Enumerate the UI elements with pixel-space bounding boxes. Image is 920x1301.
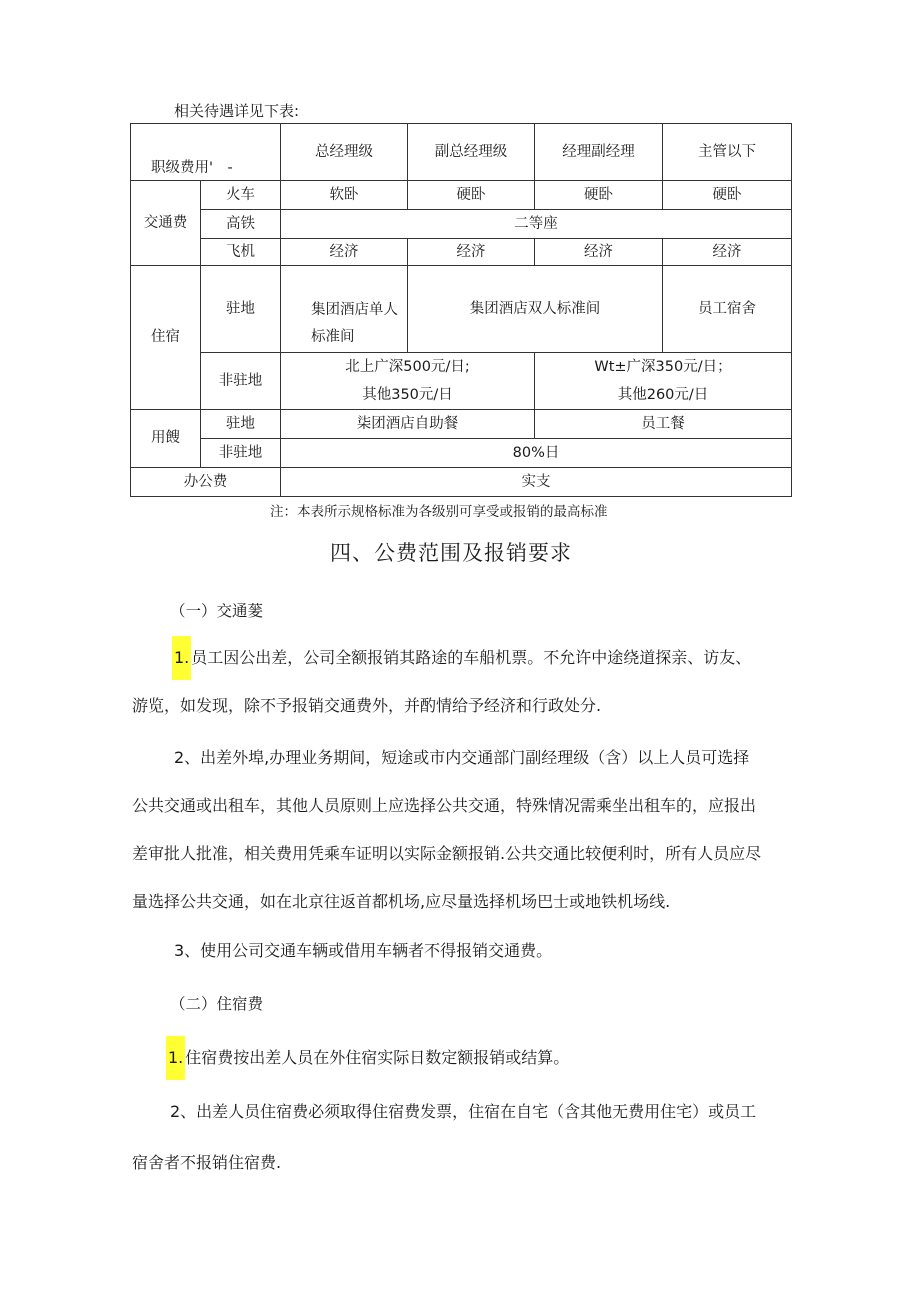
office-row	[131, 468, 792, 497]
lodging-away-row	[131, 353, 792, 410]
plane-staff: 经济	[663, 239, 792, 266]
lodging-base-gm: 集团酒店单人标准间	[281, 266, 408, 353]
plane-manager: 经济	[535, 239, 663, 266]
corner-cell: 职级费用' -	[131, 124, 281, 181]
lodging-base-mid: 集团酒店双人标准间	[408, 266, 663, 353]
hsr-row	[131, 210, 792, 239]
hsr-label: 高铁	[201, 210, 281, 239]
para-1-line-1	[172, 634, 751, 682]
lodging-base-label: 驻地	[201, 266, 281, 353]
lodging-base-staff: 员工宿舍	[663, 266, 792, 353]
office-label: 办公费	[131, 468, 281, 497]
meals-base-junior: 员工餐	[535, 410, 792, 439]
para-2-line-4: 量选择公共交通，如在北京往返首都机场,应尽量选择机场巴士或地铁机场线.	[132, 892, 671, 911]
para-2-line-3: 差审批人批准，相关费用凭乘车证明以实际金额报销.公共交通比较便利时，所有人员应尽	[132, 844, 762, 863]
table-note: 注：本表所示规格标准为各级别可享受或报销的最高标准	[270, 504, 608, 520]
plane-gm: 经济	[281, 239, 408, 266]
meals-away-row	[131, 439, 792, 468]
level-manager: 经理副经理	[535, 124, 663, 181]
train-row	[131, 181, 792, 210]
plane-deputy-gm: 经济	[408, 239, 535, 266]
para-3: 3、使用公司交通车辆或借用车辆者不得报销交通费。	[174, 941, 553, 960]
para-1-text: 员工因公出差，公司全额报销其路途的车船机票。不允许中途绕道探亲、访友、	[191, 648, 752, 667]
lodging-para-1-text: 住宿费按出差人员在外住宿实际日数定额报销或结算。	[185, 1048, 570, 1067]
para-1-line-2: 游览，如发现，除不予报销交通费外，并酌情给予经济和行政处分.	[132, 696, 602, 715]
train-gm: 软卧	[281, 181, 408, 210]
level-deputy-gm: 副总经理级	[408, 124, 535, 181]
level-staff: 主管以下	[663, 124, 792, 181]
meals-away-label: 非驻地	[201, 439, 281, 468]
lodging-para-2-line-1: 2、出差人员住宿费必须取得住宿费发票，住宿在自宅（含其他无费用住宅）或员工	[170, 1102, 757, 1121]
section-title: 四、公费范围及报销要求	[330, 541, 572, 565]
meals-away-value: 80%日	[281, 439, 792, 468]
office-value: 实支	[281, 468, 792, 497]
hsr-value: 二等座	[281, 210, 792, 239]
lodging-away-senior-line1: 北上广深500元/日;	[345, 359, 470, 375]
lodging-away-senior	[281, 353, 535, 410]
plane-row	[131, 239, 792, 266]
lodging-away-senior-line2: 其他350元/日	[362, 387, 453, 403]
lodging-para-2-line-2: 宿舍者不报销住宿费.	[132, 1153, 282, 1172]
subsection-lodging: （二）住宿费	[170, 995, 264, 1013]
meals-base-senior: 柒团酒店自助餐	[281, 410, 535, 439]
lodging-para-1	[166, 1034, 569, 1082]
para-2-line-1: 2、出差外埠,办理业务期间，短途或市内交通部门副经理级（含）以上人员可选择	[174, 748, 750, 767]
transport-category: 交通费	[131, 181, 201, 266]
train-deputy-gm: 硬卧	[408, 181, 535, 210]
lodging-away-junior-line2: 其他260元/日	[617, 387, 709, 403]
lodging-away-junior	[535, 353, 792, 410]
lodging-away-label: 非驻地	[201, 353, 281, 410]
meals-base-row	[131, 410, 792, 439]
lodging-para-1-number: 1.	[166, 1036, 185, 1080]
train-manager: 硬卧	[535, 181, 663, 210]
train-staff: 硬卧	[663, 181, 792, 210]
table-header-row	[131, 124, 792, 181]
meals-base-label: 驻地	[201, 410, 281, 439]
train-label: 火车	[201, 181, 281, 210]
subsection-transport: （一）交通蓌	[170, 602, 264, 620]
table-intro: 相关待遇详见下表:	[174, 102, 300, 120]
plane-label: 飞机	[201, 239, 281, 266]
level-gm: 总经理级	[281, 124, 408, 181]
lodging-away-junior-line1: Wt±广深350元/日；	[594, 359, 732, 375]
allowance-table	[130, 123, 792, 497]
lodging-category: 住宿	[131, 266, 201, 410]
lodging-base-row	[131, 266, 792, 353]
meals-category: 用餿	[131, 410, 201, 468]
para-1-number: 1.	[172, 636, 191, 680]
para-2-line-2: 公共交通或出租车，其他人员原则上应选择公共交通，特殊情况需乘坐出租车的，应报出	[132, 796, 757, 815]
